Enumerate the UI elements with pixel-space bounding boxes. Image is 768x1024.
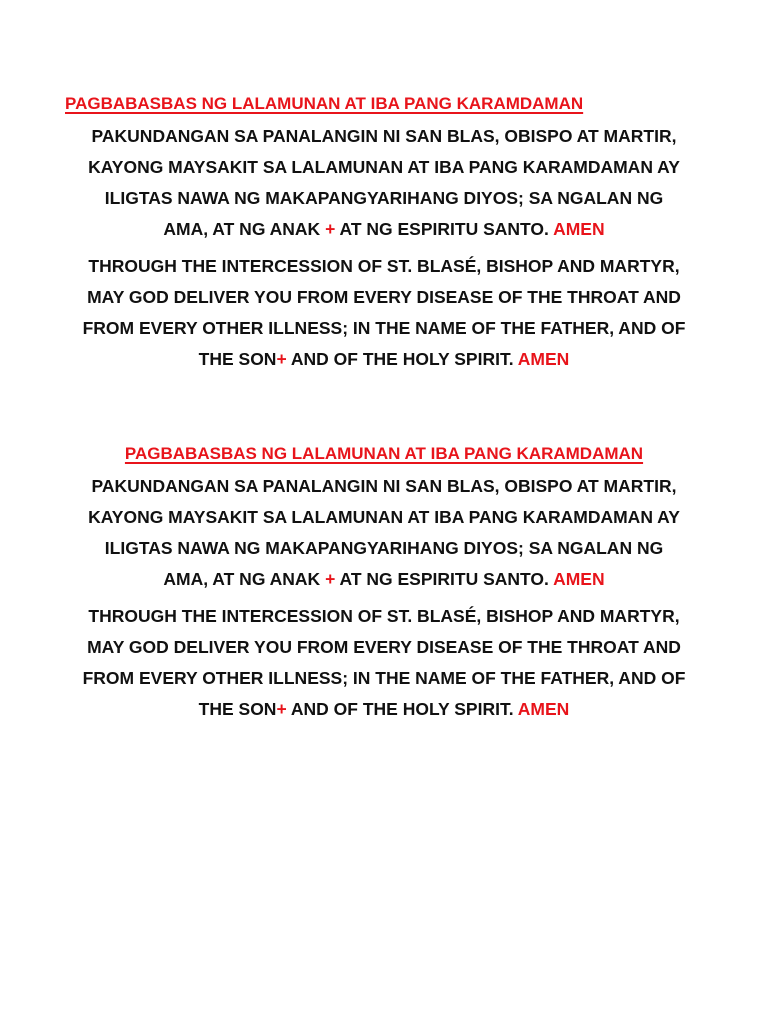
blessing-section-2 — [44, 443, 724, 725]
section-title: PAGBABASBAS NG LALAMUNAN AT IBA PANG KARAMDAMAN — [65, 94, 584, 113]
prayer-line-last — [44, 564, 724, 595]
amen-label: AMEN — [553, 219, 605, 239]
section-title: PAGBABASBAS NG LALAMUNAN AT IBA PANG KARAMDAMAN — [124, 444, 644, 463]
prayer-text: AND OF THE HOLY SPIRIT. — [286, 349, 518, 369]
prayer-text: THE SON — [198, 699, 277, 719]
english-prayer — [44, 251, 724, 375]
prayer-text: AMA, AT NG ANAK — [163, 219, 326, 239]
prayer-text: AND OF THE HOLY SPIRIT. — [286, 699, 518, 719]
prayer-text: AMA, AT NG ANAK — [163, 569, 326, 589]
tagalog-prayer — [44, 121, 724, 245]
prayer-line: THROUGH THE INTERCESSION OF ST. BLASÉ, BISHOP AND MARTYR, — [88, 606, 680, 626]
prayer-line: PAKUNDANGAN SA PANALANGIN NI SAN BLAS, OBISPO AT MARTIR, — [91, 126, 677, 146]
prayer-text: AT NG ESPIRITU SANTO. — [335, 219, 554, 239]
prayer-text: THE SON — [198, 349, 277, 369]
prayer-line-last — [44, 344, 724, 375]
cross-sign: + — [325, 569, 336, 589]
prayer-line: KAYONG MAYSAKIT SA LALAMUNAN AT IBA PANG KARAMDAMAN AY — [88, 507, 680, 527]
prayer-line: FROM EVERY OTHER ILLNESS; IN THE NAME OF THE FATHER, AND OF — [82, 318, 686, 338]
prayer-line: PAKUNDANGAN SA PANALANGIN NI SAN BLAS, OBISPO AT MARTIR, — [91, 476, 677, 496]
amen-label: AMEN — [517, 349, 570, 369]
prayer-line-last — [44, 694, 724, 725]
cross-sign: + — [276, 699, 287, 719]
cross-sign: + — [325, 219, 336, 239]
prayer-line: KAYONG MAYSAKIT SA LALAMUNAN AT IBA PANG KARAMDAMAN AY — [88, 157, 680, 177]
prayer-line-last — [44, 214, 724, 245]
prayer-text: AT NG ESPIRITU SANTO. — [335, 569, 554, 589]
prayer-line: FROM EVERY OTHER ILLNESS; IN THE NAME OF THE FATHER, AND OF — [82, 668, 686, 688]
prayer-line: MAY GOD DELIVER YOU FROM EVERY DISEASE OF THE THROAT AND — [87, 637, 681, 657]
blessing-section-1 — [44, 93, 724, 375]
prayer-line: ILIGTAS NAWA NG MAKAPANGYARIHANG DIYOS; SA NGALAN NG — [104, 188, 664, 208]
prayer-line: THROUGH THE INTERCESSION OF ST. BLASÉ, BISHOP AND MARTYR, — [88, 256, 680, 276]
prayer-line: MAY GOD DELIVER YOU FROM EVERY DISEASE OF THE THROAT AND — [87, 287, 681, 307]
amen-label: AMEN — [553, 569, 605, 589]
amen-label: AMEN — [517, 699, 570, 719]
english-prayer — [44, 601, 724, 725]
tagalog-prayer — [44, 471, 724, 595]
prayer-line: ILIGTAS NAWA NG MAKAPANGYARIHANG DIYOS; SA NGALAN NG — [104, 538, 664, 558]
cross-sign: + — [276, 349, 287, 369]
